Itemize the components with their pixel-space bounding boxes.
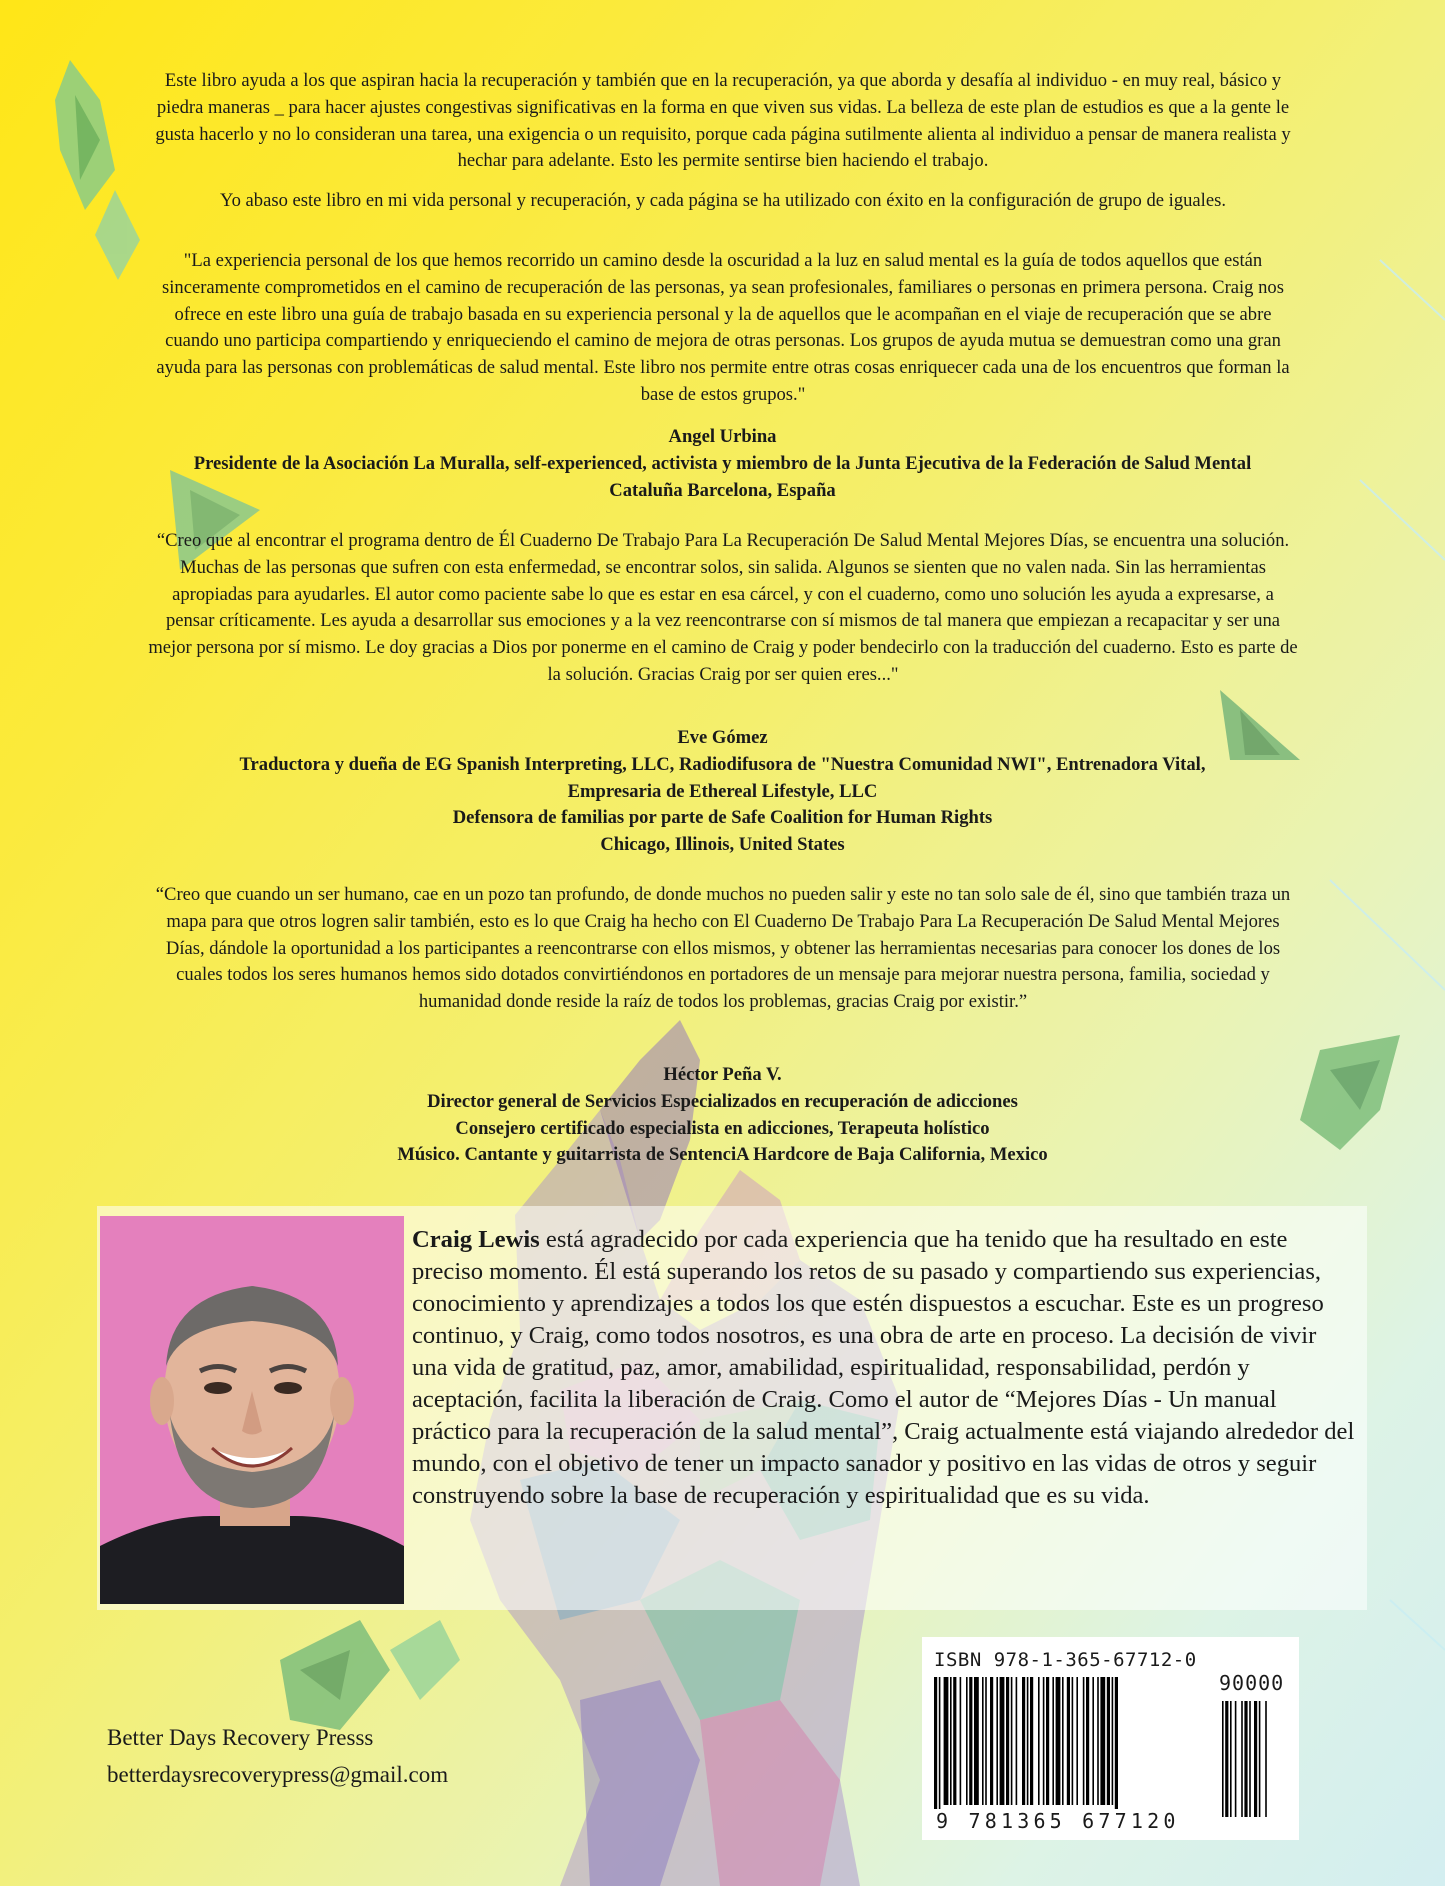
barcode-bar — [1076, 1677, 1078, 1805]
author-photo — [100, 1216, 404, 1604]
testimonial-quote-3: “Creo que cuando un ser humano, cae en un pozo tan profundo, de donde muchos no pueden salir y este no tan solo sale de él, sino que también traza un mapa para que otros logren salir también, esto es lo que Craig ha hecho con El Cuaderno De Trabajo Para La Recuperación De Salud Mental Mejores Días, dándole la oportunidad a los participantes a reencontrarse con ellos mismos, y obtener las herramientas necesarias para conocer los dones de los cuales todos los seres humanos hemos sido dotados convirtiéndonos en portadores de un mensaje para mejorar nuestra persona, familia, sociedad y humanidad donde reside la raíz de todos los problemas, gracias Craig por existir.” — [155, 884, 1291, 1013]
barcode-addon-bar — [1259, 1701, 1261, 1817]
barcode-bar — [985, 1677, 987, 1805]
testimonial-author-title: Defensora de familias por parte de Safe Coalition for Human Rights — [452, 807, 993, 829]
testimonial-author-name: Eve Gómez — [677, 727, 768, 748]
author-bio-text: está agradecido por cada experiencia que ha tenido que ha resultado en este preciso momento. Él está superando los retos de su pasado y compartiendo sus experiencias, conocimiento y aprendizajes a todos los que estén dispuestos a escuchar. Este es un progreso continuo, y Craig, como todos nosotros, es una obra de arte en proceso. La decisión de vivir una vida de gratitud, paz, amor, amabilidad, espiritualidad, responsabilidad, perdón y aceptación, facilita la liberación de Craig. Como el autor de “Mejores Días - Un manual práctico para la recuperación de la salud mental”, Craig actualmente está viajando alrededor del mundo, con el objetivo de tener un impacto sanador y positivo en las vidas de otros y seguir construyendo sobre la base de recuperación y espiritualidad que es su vida. — [412, 1226, 1355, 1509]
testimonial-quote-1: "La experiencia personal de los que hemos recorrido un camino desde la oscuridad a la luz en salud mental es la guía de todos aquellos que están sinceramente comprometidos en el camino de recuperación de las personas, ya sean profesionales, familiares o personas en primera persona. Craig nos ofrece en este libro una guía de trabajo basada en su experiencia personal y la de aquellos que le acompañan en el viaje de recuperación que se abre cuando uno participa compartiendo y enriqueciendo el camino de mejora de otras personas. Los grupos de ayuda mutua se demuestran como una gran ayuda para las personas con problemáticas de salud mental. Este libro nos permite entre otras cosas enriquecer cada una de los encuentros que forman la base de estos grupos." — [156, 250, 1290, 405]
barcode-addon-bar — [1244, 1701, 1247, 1817]
barcode-bar — [1043, 1677, 1045, 1805]
barcode-bar — [1097, 1677, 1099, 1805]
barcode-bar — [1112, 1677, 1114, 1805]
barcode-bar — [939, 1677, 941, 1817]
barcode-bar — [1056, 1677, 1061, 1805]
barcode-bar — [1046, 1677, 1049, 1805]
barcode-bar — [953, 1677, 956, 1805]
publisher-email: betterdaysrecoverypress@gmail.com — [107, 1762, 449, 1787]
testimonial-author-name: Angel Urbina — [668, 426, 777, 447]
publisher-name: Better Days Recovery Presss — [107, 1725, 374, 1750]
testimonial-author-title: Empresaria de Ethereal Lifestyle, LLC — [567, 780, 878, 802]
barcode-digits: 9 781365 677120 — [936, 1809, 1180, 1833]
barcode-addon-bar — [1265, 1701, 1267, 1817]
testimonial-attribution-2 — [140, 725, 1305, 859]
barcode-bar — [944, 1677, 949, 1805]
barcode-bar — [1030, 1677, 1033, 1805]
barcode-bar — [1107, 1677, 1110, 1805]
barcode-bar — [990, 1677, 993, 1805]
barcode-addon-digits: 90000 — [1219, 1671, 1285, 1695]
barcode-addon-bar — [1230, 1701, 1232, 1817]
barcode-bar — [982, 1677, 984, 1805]
barcode-bar — [1000, 1677, 1005, 1805]
barcode-addon-bar — [1249, 1701, 1251, 1817]
testimonial-author-title: Consejero certificado especialista en adicciones, Terapeuta holístico — [455, 1117, 990, 1139]
barcode-bar — [950, 1677, 952, 1805]
intro-paragraph-1: Este libro ayuda a los que aspiran hacia la recuperación y también que en la recuperación, ya que aborda y desafía al individuo - en muy real, básico y piedra maneras _ para hacer ajustes congestivas significativas en la forma en que viven sus vidas. La belleza de este plan de estudios es que a la gente le gusta hacerlo y no lo consideran una tarea, una exigencia o un requisito, porque cada página sutilmente alienta al individuo a pensar de manera realista y hechar para adelante. Esto les permite sentirse bien haciendo el trabajo. — [155, 70, 1291, 172]
barcode-bar — [1022, 1677, 1025, 1805]
testimonial-author-title: Presidente de la Asociación La Muralla, self-experienced, activista y miembro de la Junta Ejecutiva de la Federación de Salud Mental Cataluña Barcelona, España — [193, 452, 1252, 501]
barcode-bar — [1016, 1677, 1018, 1805]
testimonial-author-title: Traductora y dueña de EG Spanish Interpreting, LLC, Radiodifusora de "Nuestra Comunidad NWI", Entrenadora Vital, — [239, 753, 1206, 775]
author-bio — [412, 1224, 1357, 1512]
barcode-addon-bar — [1225, 1701, 1228, 1817]
barcode-bar — [1052, 1677, 1054, 1805]
barcode-addon-bar — [1235, 1701, 1237, 1817]
barcode-bar — [966, 1677, 968, 1805]
barcode-bar — [1011, 1677, 1013, 1805]
barcode-bar — [1062, 1677, 1064, 1805]
intro-paragraph-2: Yo abaso este libro en mi vida personal y recuperación, y cada página se ha utilizado con éxito en la configuración de grupo de iguales. — [220, 190, 1226, 211]
barcode-bar — [1027, 1677, 1029, 1805]
barcode-bar — [1100, 1677, 1105, 1805]
barcode-bar — [974, 1677, 979, 1805]
barcode-bars — [934, 1677, 1294, 1822]
author-name: Craig Lewis — [412, 1226, 540, 1253]
barcode-addon-bar — [1241, 1701, 1243, 1817]
barcode-bar — [1038, 1677, 1040, 1805]
testimonial-author-title: Director general de Servicios Especializados en recuperación de adicciones — [427, 1090, 1018, 1112]
isbn-label: ISBN 978-1-365-67712-0 — [934, 1649, 1197, 1671]
barcode-bar — [969, 1677, 972, 1805]
barcode-bar — [934, 1677, 937, 1817]
testimonial-author-location: Chicago, Illinois, United States — [600, 834, 845, 856]
barcode-bar — [996, 1677, 998, 1805]
testimonial-attribution-3 — [140, 1062, 1305, 1169]
barcode-addon-bar — [1222, 1701, 1224, 1817]
testimonial-attribution-1 — [140, 424, 1305, 504]
barcode-addon-bar — [1254, 1701, 1257, 1817]
barcode-bar — [1083, 1677, 1085, 1805]
testimonial-author-title: Músico. Cantante y guitarrista de SentenciA Hardcore de Baja California, Mexico — [397, 1144, 1048, 1166]
barcode-bar — [1067, 1677, 1070, 1805]
author-portrait-illustration — [100, 1216, 404, 1604]
barcode-bar — [1092, 1677, 1094, 1805]
testimonial-author-name: Héctor Peña V. — [663, 1064, 782, 1085]
isbn-barcode — [922, 1637, 1299, 1840]
barcode-bar — [1072, 1677, 1074, 1805]
barcode-bar — [1115, 1677, 1118, 1817]
barcode-bar — [1006, 1677, 1009, 1805]
barcode-bar — [960, 1677, 962, 1805]
barcode-bar — [1086, 1677, 1089, 1805]
publisher-info — [107, 1719, 448, 1793]
testimonial-quote-2: “Creo que al encontrar el programa dentro de Él Cuaderno De Trabajo Para La Recuperación De Salud Mental Mejores Días, se encuentra una solución. Muchas de las personas que sufren con esta enfermedad, se encontrar solos, sin salida. Algunos se sienten que no valen nada. Sin las herramientas apropiadas para ayudarles. El autor como paciente sabe lo que es estar en esa cárcel, y con el cuaderno, como uno solución les ayuda a expresarse, a pensar críticamente. Les ayuda a desarrollar sus emociones y a la vez reencontrarse con sí mismos de tal manera que empiezan a recapacitar y ser una mejor persona por sí mismo. Le doy gracias a Dios por ponerme en el camino de Craig y poder bendecirlo con la traducción del cuaderno. Esto es parte de la solución. Gracias Craig por ser quien eres..." — [148, 530, 1298, 685]
